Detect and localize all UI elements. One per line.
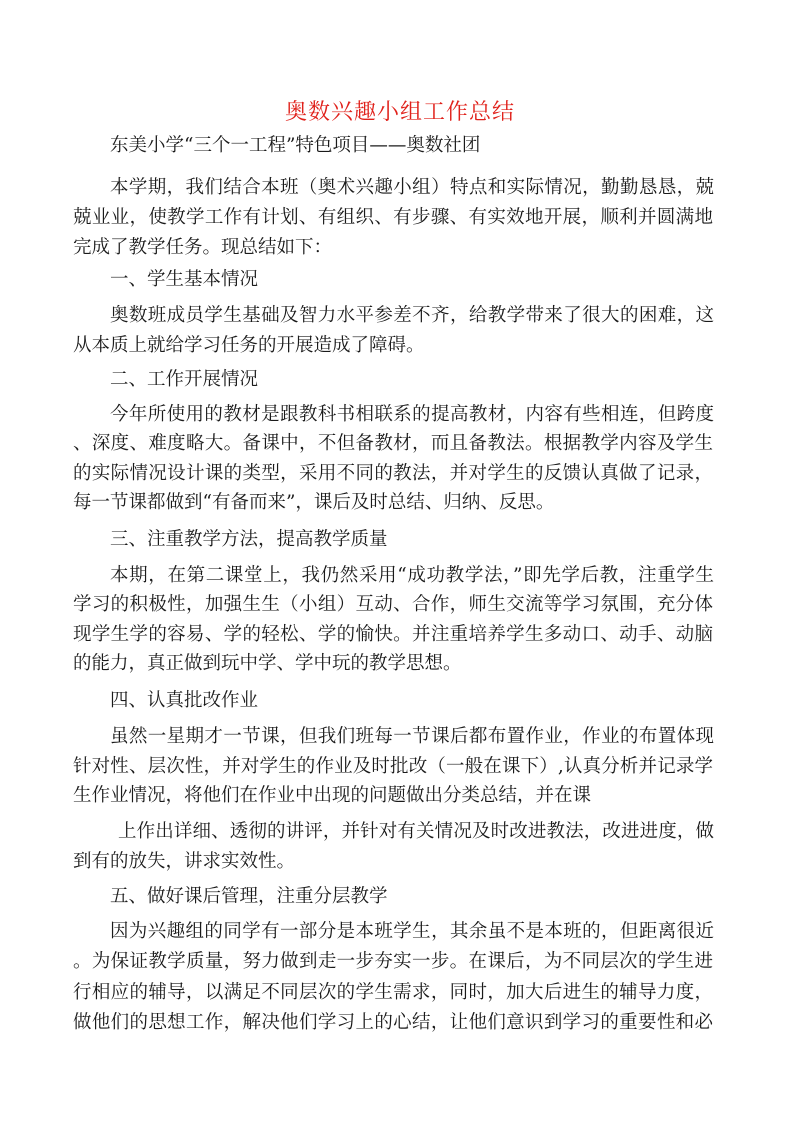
section-heading: 二、工作开展情况 xyxy=(110,369,259,390)
paragraph-line: 生作业情况，将他们在作业中出现的问题做出分类总结，并在课 xyxy=(73,785,592,806)
document-subtitle: 东美小学“三个一工程”特色项目——奥数社团 xyxy=(110,135,481,156)
paragraph-line: 今年所使用的教材是跟教科书相联系的提高教材，内容有些相连，但跨度 xyxy=(110,404,714,425)
paragraph-line: 、深度、难度略大。备课中，不但备教材，而且备教法。根据教学内容及学生 xyxy=(73,433,713,454)
paragraph-line: 行相应的辅导，以满足不同层次的学生需求，同时，加大后进生的辅导力度， xyxy=(73,982,713,1003)
paragraph-line: 的实际情况设计课的类型，采用不同的教法，并对学生的反馈认真做了记录， xyxy=(73,463,713,484)
paragraph-line: 到有的放失，讲求实效性。 xyxy=(73,851,296,872)
paragraph-line: 每一节课都做到“有备而来”，课后及时总结、归纳、反思。 xyxy=(73,492,555,513)
paragraph-line: 本期，在第二课堂上，我仍然采用“成功教学法，”即先学后教，注重学生 xyxy=(110,565,714,586)
paragraph-line: 本学期，我们结合本班（奥术兴趣小组）特点和实际情况，勤勤恳恳，兢 xyxy=(110,177,714,198)
section-heading: 三、注重教学方法，提高教学质量 xyxy=(110,529,388,550)
paragraph-line: 现学生学的容易、学的轻松、学的愉快。并注重培养学生多动口、动手、动脑 xyxy=(73,624,713,645)
paragraph-line: 学习的积极性，加强生生（小组）互动、合作，师生交流等学习氛围，充分体 xyxy=(73,594,713,615)
paragraph-line: 奥数班成员学生基础及智力水平参差不齐，给教学带来了很大的困难，这 xyxy=(110,305,714,326)
paragraph-line: 针对性、层次性，并对学生的作业及时批改（一般在课下）,认真分析并记录学 xyxy=(73,756,713,777)
paragraph-line: 。为保证教学质量，努力做到走一步夯实一步。在课后，为不同层次的学生进 xyxy=(73,951,713,972)
document-title: 奥数兴趣小组工作总结 xyxy=(284,100,515,125)
paragraph-line: 完成了教学任务。现总结如下： xyxy=(73,237,333,258)
paragraph-line: 从本质上就给学习任务的开展造成了障碍。 xyxy=(73,335,425,356)
section-heading: 一、学生基本情况 xyxy=(110,269,259,290)
paragraph-line: 的能力，真正做到玩中学、学中玩的教学思想。 xyxy=(73,653,462,674)
paragraph-line: 因为兴趣组的同学有一部分是本班学生，其余虽不是本班的，但距离很近 xyxy=(110,921,714,942)
paragraph-line: 上作出详细、透彻的讲评，并针对有关情况及时改进教法，改进进度，做 xyxy=(118,821,714,842)
section-heading: 四、认真批改作业 xyxy=(110,690,259,711)
section-heading: 五、做好课后管理，注重分层教学 xyxy=(110,886,388,907)
paragraph-line: 虽然一星期才一节课，但我们班每一节课后都布置作业，作业的布置体现 xyxy=(110,726,714,747)
paragraph-line: 兢业业，使教学工作有计划、有组织、有步骤、有实效地开展，顺利并圆满地 xyxy=(73,207,713,228)
paragraph-line: 做他们的思想工作，解决他们学习上的心结，让他们意识到学习的重要性和必 xyxy=(73,1012,713,1033)
